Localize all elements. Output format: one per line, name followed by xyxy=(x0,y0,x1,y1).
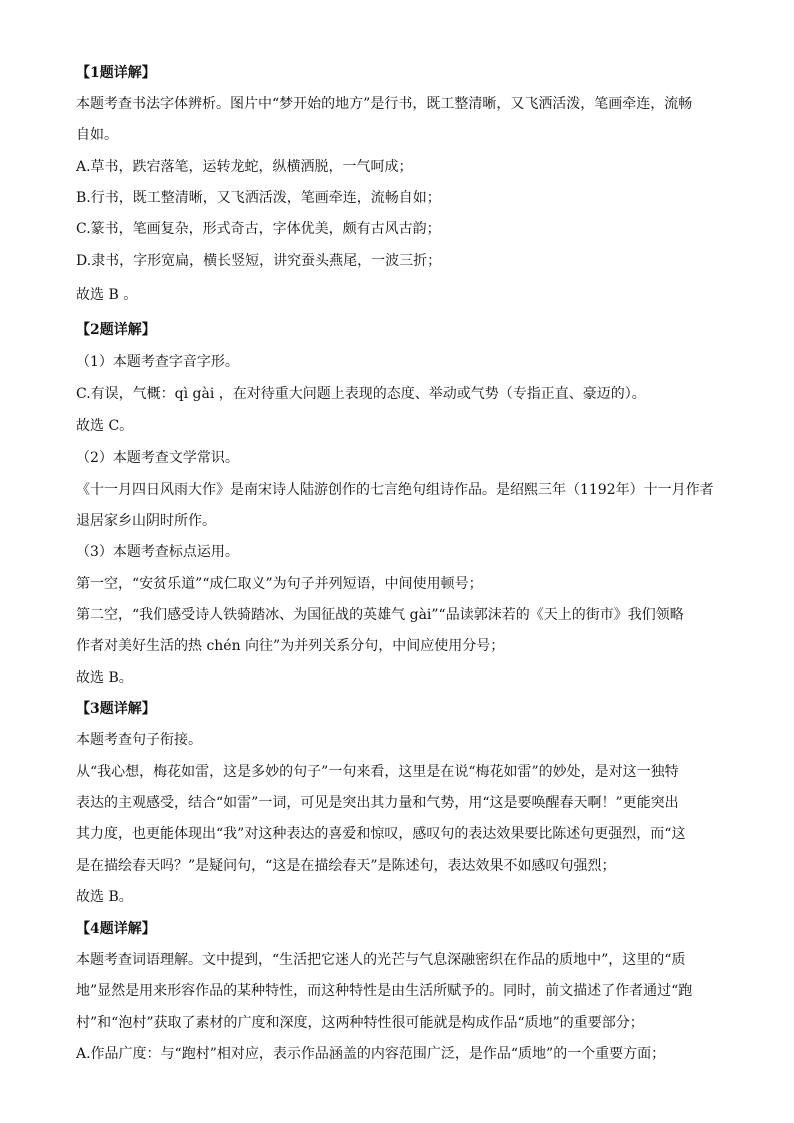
answer-line: 故选 C。 xyxy=(76,418,134,434)
text-line: （3）本题考查标点运用。 xyxy=(76,544,239,560)
text-line: （2）本题考查文学常识。 xyxy=(76,450,239,466)
heading-q2: 【2题详解】 xyxy=(76,322,156,338)
answer-line: 故选 B。 xyxy=(76,889,133,905)
text-line: 退居家乡山阴时所作。 xyxy=(76,513,216,529)
text-line: 作者对美好生活的热 chén 向往”为并列关系分句，中间应使用分号； xyxy=(76,638,505,654)
text-line: 《十一月四日风雨大作》是南宋诗人陆游创作的七言绝句组诗作品。是绍熙三年（1192年）十一月作者 xyxy=(76,482,714,498)
text-line: 第二空，“我们感受诗人铁骑踏冰、为国征战的英雄气 gài”“品读郭沫若的《天上的街市》我们领略 xyxy=(76,607,684,623)
option-a: A.草书，跌宕落笔，运转龙蛇，纵横洒脱，一气呵成； xyxy=(76,159,413,175)
text-line: 地”显然是用来形容作品的某种特性，而这种特性是由生活所赋予的。同时，前文描述了作者通过“跑 xyxy=(76,983,693,999)
text-line: C.有误，气概：qì gài ，在对待重大问题上表现的态度、举动或气势（专指正直、豪迈的）。 xyxy=(76,386,646,402)
option-b: B.行书，既工整清晰，又飞洒活泼，笔画牵连，流畅自如； xyxy=(76,190,441,206)
answer-line: 故选 B 。 xyxy=(76,287,138,303)
text-line: 本题考查书法字体辨析。图片中“梦开始的地方”是行书，既工整清晰，又飞洒活泼，笔画牵连，流畅 xyxy=(76,96,693,112)
text-line: 其力度，也更能体现出“我”对这种表达的喜爱和惊叹，感叹句的表达效果要比陈述句更强烈，而“这 xyxy=(76,826,686,842)
text-line: （1）本题考查字音字形。 xyxy=(76,354,239,370)
text-line: 表达的主观感受，结合“如雷”一词，可见是突出其力量和气势，用“这是要唤醒春天啊！”更能突出 xyxy=(76,795,679,811)
option-a: A.作品广度：与“跑村”相对应，表示作品涵盖的内容范围广泛，是作品“质地”的一个重要方面； xyxy=(76,1046,666,1062)
text-line: 本题考查词语理解。文中提到，“生活把它迷人的光芒与气息深融密织在作品的质地中”，这里的“质 xyxy=(76,952,686,968)
text-line: 第一空，“安贫乐道”“成仁取义”为句子并列短语，中间使用顿号； xyxy=(76,576,483,592)
option-d: D.隶书，字形宽扁，横长竖短，讲究蚕头燕尾，一波三折； xyxy=(76,253,442,269)
text-line: 自如。 xyxy=(76,127,118,143)
answer-line: 故选 B。 xyxy=(76,670,133,686)
heading-q4: 【4题详解】 xyxy=(76,921,156,937)
option-c: C.篆书，笔画复杂，形式奇古，字体优美，颇有古风古韵； xyxy=(76,221,441,237)
heading-q3: 【3题详解】 xyxy=(76,701,156,717)
text-line: 本题考查句子衔接。 xyxy=(76,732,202,748)
heading-q1: 【1题详解】 xyxy=(76,65,156,81)
text-line: 村”和“泡村”获取了素材的广度和深度，这两种特性很可能就是构成作品“质地”的重要部分； xyxy=(76,1015,644,1031)
text-line: 是在描绘春天吗？”是疑问句，“这是在描绘春天”是陈述句，表达效果不如感叹句强烈； xyxy=(76,858,616,874)
text-line: 从“我心想，梅花如雷，这是多妙的句子”一句来看，这里是在说“梅花如雷”的妙处，是对这一独特 xyxy=(76,764,679,780)
